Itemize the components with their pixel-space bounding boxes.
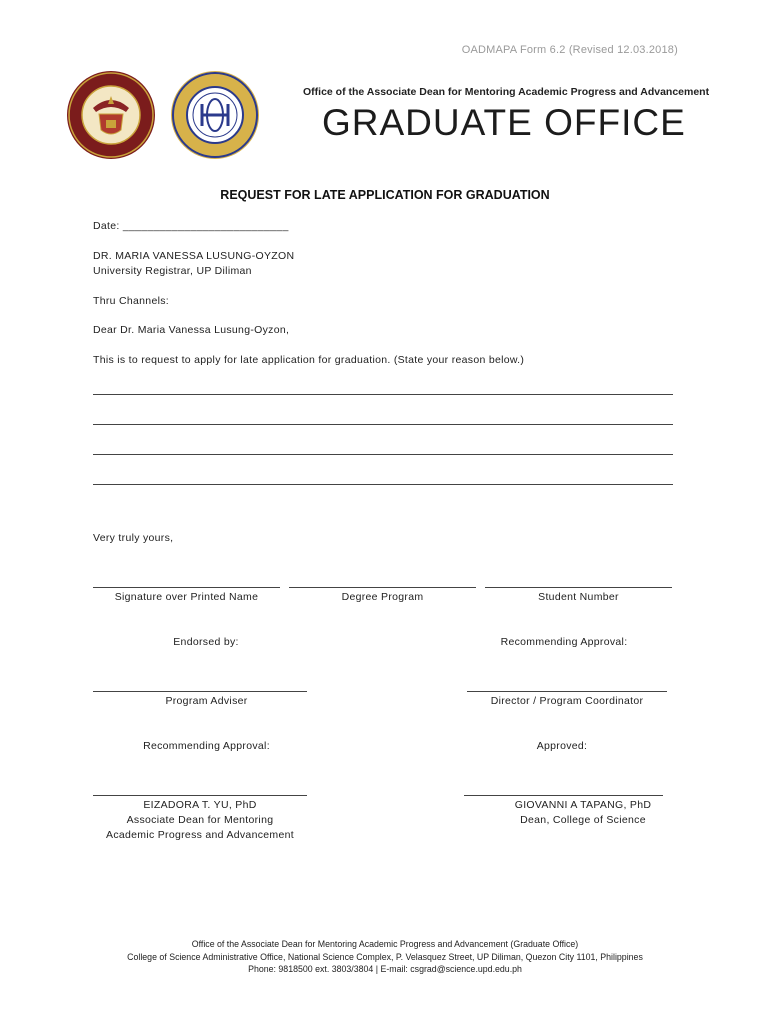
degree-program-line[interactable] xyxy=(289,587,476,588)
assoc-dean-title-1: Associate Dean for Mentoring xyxy=(126,814,274,826)
adviser-signature-line[interactable] xyxy=(93,691,307,692)
body-text: This is to request to apply for late application for graduation. (State your reason below.) xyxy=(93,354,525,366)
dean-signature-line[interactable] xyxy=(464,795,663,796)
document-title: REQUEST FOR LATE APPLICATION FOR GRADUATION xyxy=(220,188,550,202)
signature-caption: Signature over Printed Name xyxy=(114,591,259,603)
office-title: GRADUATE OFFICE xyxy=(322,102,686,143)
director-caption: Director / Program Coordinator xyxy=(490,695,644,707)
reason-line-3[interactable] xyxy=(93,454,673,455)
cs-seal-icon xyxy=(170,70,260,160)
footer-line-3: Phone: 9818500 ext. 3803/3804 | E-mail: csgrad@science.upd.edu.ph xyxy=(248,964,522,974)
thru-channels: Thru Channels: xyxy=(93,295,169,307)
recipient-name: DR. MARIA VANESSA LUSUNG-OYZON xyxy=(93,250,295,262)
office-name: Office of the Associate Dean for Mentoring Academic Progress and Advancement xyxy=(303,86,710,98)
date-field[interactable]: Date: ___________________________ xyxy=(93,220,289,232)
up-seal-icon xyxy=(66,70,156,160)
director-signature-line[interactable] xyxy=(467,691,667,692)
assoc-dean-title-2: Academic Progress and Advancement xyxy=(106,829,294,841)
assoc-dean-name: EIZADORA T. YU, PhD xyxy=(143,799,257,811)
reason-line-1[interactable] xyxy=(93,394,673,395)
recommending-approval-label-2: Recommending Approval: xyxy=(143,740,270,752)
closing: Very truly yours, xyxy=(93,532,174,544)
degree-program-caption: Degree Program xyxy=(341,591,424,603)
student-number-line[interactable] xyxy=(485,587,672,588)
recipient-position: University Registrar, UP Diliman xyxy=(93,265,252,277)
signature-line[interactable] xyxy=(93,587,280,588)
endorsed-by-label: Endorsed by: xyxy=(173,636,239,648)
dean-title: Dean, College of Science xyxy=(520,814,646,826)
footer-line-1: Office of the Associate Dean for Mentoring Academic Progress and Advancement (Graduate Office) xyxy=(191,939,579,949)
student-number-caption: Student Number xyxy=(538,591,619,603)
approved-label: Approved: xyxy=(536,740,588,752)
footer-line-2: College of Science Administrative Office, National Science Complex, P. Velasquez Street, UP Diliman, Quezon City 1101, Philippines xyxy=(127,951,643,962)
form-code: OADMAPA Form 6.2 (Revised 12.03.2018) xyxy=(461,44,678,56)
reason-line-2[interactable] xyxy=(93,424,673,425)
footer xyxy=(0,938,770,976)
assoc-dean-signature-line[interactable] xyxy=(93,795,307,796)
adviser-caption: Program Adviser xyxy=(165,695,248,707)
salutation: Dear Dr. Maria Vanessa Lusung-Oyzon, xyxy=(93,324,290,336)
dean-name: GIOVANNI A TAPANG, PhD xyxy=(514,799,652,811)
reason-line-4[interactable] xyxy=(93,484,673,485)
recommending-approval-label-1: Recommending Approval: xyxy=(500,636,628,648)
